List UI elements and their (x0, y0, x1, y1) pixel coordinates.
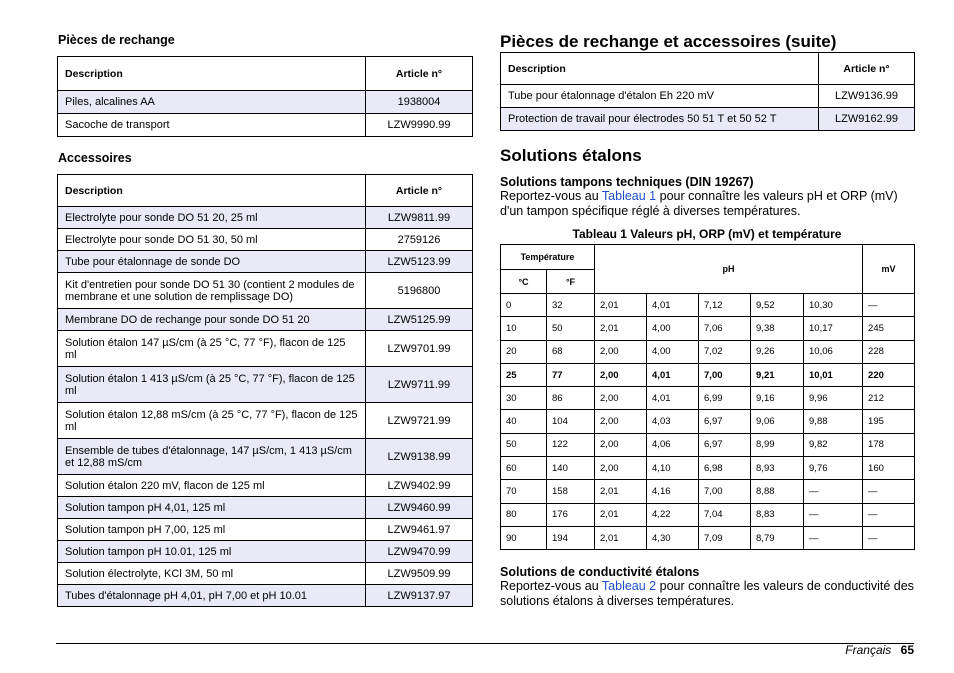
row-article: LZW9136.99 (819, 85, 915, 108)
cell: 10 (501, 317, 547, 340)
cell: 228 (863, 340, 915, 363)
spare-col-article: Article n° (366, 57, 473, 91)
table-row (501, 387, 915, 410)
table-row (58, 541, 473, 563)
cell: 194 (547, 526, 595, 549)
cell: 2,00 (595, 433, 647, 456)
cell: 6,97 (699, 433, 751, 456)
cell: 90 (501, 526, 547, 549)
table-row (501, 480, 915, 503)
table-caption: Tableau 1 Valeurs pH, ORP (mV) et température (572, 227, 842, 241)
footer (845, 643, 914, 657)
cell: 9,76 (804, 457, 863, 480)
footer-language: Français (845, 643, 892, 657)
table-row (58, 563, 473, 585)
cell: 7,00 (699, 363, 751, 386)
cell: 212 (863, 387, 915, 410)
cell: 6,99 (699, 387, 751, 410)
cell: 2,00 (595, 363, 647, 386)
cell: 8,99 (751, 433, 804, 456)
row-description: Sacoche de transport (58, 114, 366, 137)
cell: 7,06 (699, 317, 751, 340)
cell: 4,01 (647, 294, 699, 317)
row-article: LZW9990.99 (366, 114, 473, 137)
accessories-table (57, 174, 473, 607)
cell: 6,97 (699, 410, 751, 433)
row-description: Membrane DO de rechange pour sonde DO 51 20 (58, 309, 366, 331)
cond-text-pre: Reportez-vous au (500, 579, 602, 593)
table-row (58, 331, 473, 367)
table-row (58, 91, 473, 114)
cond-text-post: pour connaître les valeurs de conductivité des solutions étalons à diverses températures. (500, 579, 914, 608)
cell: 4,00 (647, 340, 699, 363)
table-row (58, 519, 473, 541)
cell: 7,02 (699, 340, 751, 363)
table-row (501, 317, 915, 340)
cell: 4,03 (647, 410, 699, 433)
row-article: LZW9811.99 (366, 207, 473, 229)
table-2-link[interactable]: Tableau 2 (601, 579, 657, 593)
cell: 2,00 (595, 340, 647, 363)
cell: 10,06 (804, 340, 863, 363)
cell: 7,04 (699, 503, 751, 526)
cell: 7,09 (699, 526, 751, 549)
buffer-heading: Solutions tampons techniques (DIN 19267) (500, 175, 754, 189)
cell: 4,01 (647, 363, 699, 386)
cell: 178 (863, 433, 915, 456)
section-title-standards: Solutions étalons (500, 146, 642, 165)
row-description: Tube pour étalonnage d'étalon Eh 220 mV (501, 85, 819, 108)
cell: — (863, 294, 915, 317)
row-article: LZW9402.99 (366, 475, 473, 497)
cell: 20 (501, 340, 547, 363)
table-row (58, 367, 473, 403)
cell: 195 (863, 410, 915, 433)
row-description: Solution étalon 147 µS/cm (à 25 °C, 77 °F), flacon de 125 ml (58, 331, 366, 367)
cell: 6,98 (699, 457, 751, 480)
cell: 9,96 (804, 387, 863, 410)
cell: 9,06 (751, 410, 804, 433)
row-description: Solution électrolyte, KCl 3M, 50 ml (58, 563, 366, 585)
cell: 70 (501, 480, 547, 503)
row-article: LZW9701.99 (366, 331, 473, 367)
row-description: Solution tampon pH 4,01, 125 ml (58, 497, 366, 519)
header-mv: mV (863, 245, 915, 294)
row-description: Tubes d'étalonnage pH 4,01, pH 7,00 et pH 10.01 (58, 585, 366, 607)
buffer-text-post: pour connaître les valeurs pH et ORP (mV) d'un tampon spécifique réglé à diverses températures. (500, 189, 898, 218)
row-article: LZW9461.97 (366, 519, 473, 541)
cell: 158 (547, 480, 595, 503)
cell: 220 (863, 363, 915, 386)
cell: 32 (547, 294, 595, 317)
cell: 9,52 (751, 294, 804, 317)
row-article: LZW9711.99 (366, 367, 473, 403)
cell: 140 (547, 457, 595, 480)
cell: 7,00 (699, 480, 751, 503)
table-row (501, 108, 915, 131)
cell: 0 (501, 294, 547, 317)
table-row (58, 497, 473, 519)
table-row (58, 475, 473, 497)
cell: 8,83 (751, 503, 804, 526)
cell: 9,26 (751, 340, 804, 363)
buffer-paragraph (500, 189, 914, 218)
spare-col-description: Description (58, 57, 366, 91)
cell: 8,88 (751, 480, 804, 503)
cell: 2,00 (595, 457, 647, 480)
cell: 4,01 (647, 387, 699, 410)
row-description: Electrolyte pour sonde DO 51 20, 25 ml (58, 207, 366, 229)
row-description: Solution étalon 12,88 mS/cm (à 25 °C, 77 °F), flacon de 125 ml (58, 403, 366, 439)
table-row (501, 363, 915, 386)
cell: 9,21 (751, 363, 804, 386)
cell: 2,01 (595, 317, 647, 340)
cell: 2,01 (595, 503, 647, 526)
row-article: LZW9509.99 (366, 563, 473, 585)
table-row (501, 457, 915, 480)
cont-col-article: Article n° (819, 53, 915, 85)
cell: 25 (501, 363, 547, 386)
row-article: LZW9137.97 (366, 585, 473, 607)
page-title: Pièces de rechange et accessoires (suite) (500, 32, 837, 51)
cell: 9,82 (804, 433, 863, 456)
cell: 2,01 (595, 480, 647, 503)
table-1-link[interactable]: Tableau 1 (601, 189, 657, 203)
row-description: Ensemble de tubes d'étalonnage, 147 µS/cm, 1 413 µS/cm et 12,88 mS/cm (58, 439, 366, 475)
acc-col-article: Article n° (366, 175, 473, 207)
cell: 9,16 (751, 387, 804, 410)
cell: 9,38 (751, 317, 804, 340)
row-description: Kit d'entretien pour sonde DO 51 30 (contient 2 modules de membrane et une solution de remplissage DO) (58, 273, 366, 309)
cell: — (804, 526, 863, 549)
table-row (58, 207, 473, 229)
cell: 8,79 (751, 526, 804, 549)
cell: 40 (501, 410, 547, 433)
cell: 60 (501, 457, 547, 480)
cell: — (863, 526, 915, 549)
table-row (501, 340, 915, 363)
cell: 68 (547, 340, 595, 363)
spare-parts-table (57, 56, 473, 137)
row-article: LZW9162.99 (819, 108, 915, 131)
cell: 2,01 (595, 294, 647, 317)
cell: 122 (547, 433, 595, 456)
ph-table (500, 244, 915, 550)
row-description: Solution tampon pH 7,00, 125 ml (58, 519, 366, 541)
cell: 7,12 (699, 294, 751, 317)
table-row (58, 273, 473, 309)
cell: 245 (863, 317, 915, 340)
table-row (58, 439, 473, 475)
row-article: 5196800 (366, 273, 473, 309)
cell: 4,00 (647, 317, 699, 340)
table-row (501, 433, 915, 456)
cell: 104 (547, 410, 595, 433)
table-row (58, 585, 473, 607)
row-description: Electrolyte pour sonde DO 51 30, 50 ml (58, 229, 366, 251)
row-description: Solution étalon 220 mV, flacon de 125 ml (58, 475, 366, 497)
cell: — (863, 480, 915, 503)
page-number: 65 (900, 643, 914, 657)
buffer-text-pre: Reportez-vous au (500, 189, 602, 203)
table-row (501, 410, 915, 433)
header-temperature: Température (501, 245, 595, 270)
table-row (58, 309, 473, 331)
cell: — (804, 503, 863, 526)
table-row (58, 403, 473, 439)
row-article: 2759126 (366, 229, 473, 251)
header-fahrenheit: °F (547, 270, 595, 294)
conductivity-paragraph (500, 579, 914, 608)
cell: 4,30 (647, 526, 699, 549)
row-article: LZW9460.99 (366, 497, 473, 519)
cell: 2,00 (595, 410, 647, 433)
cell: 4,06 (647, 433, 699, 456)
accessories-heading: Accessoires (58, 151, 132, 165)
cell: 2,01 (595, 526, 647, 549)
cont-col-description: Description (501, 53, 819, 85)
cell: 10,30 (804, 294, 863, 317)
row-article: LZW5125.99 (366, 309, 473, 331)
cell: 4,10 (647, 457, 699, 480)
cell: 4,16 (647, 480, 699, 503)
row-article: LZW9138.99 (366, 439, 473, 475)
cell: 86 (547, 387, 595, 410)
continued-parts-table (500, 52, 915, 131)
row-description: Piles, alcalines AA (58, 91, 366, 114)
table-row (58, 251, 473, 273)
table-row (58, 114, 473, 137)
cell: 8,93 (751, 457, 804, 480)
cell: — (804, 480, 863, 503)
table-row (501, 503, 915, 526)
cell: — (863, 503, 915, 526)
cell: 4,22 (647, 503, 699, 526)
cell: 77 (547, 363, 595, 386)
row-article: 1938004 (366, 91, 473, 114)
footer-rule (56, 643, 914, 644)
cell: 10,17 (804, 317, 863, 340)
row-description: Solution tampon pH 10.01, 125 ml (58, 541, 366, 563)
cell: 176 (547, 503, 595, 526)
cell: 50 (547, 317, 595, 340)
row-article: LZW9470.99 (366, 541, 473, 563)
cell: 10,01 (804, 363, 863, 386)
cell: 50 (501, 433, 547, 456)
table-row (58, 229, 473, 251)
acc-col-description: Description (58, 175, 366, 207)
cell: 9,88 (804, 410, 863, 433)
header-celsius: °C (501, 270, 547, 294)
row-description: Solution étalon 1 413 µS/cm (à 25 °C, 77 °F), flacon de 125 ml (58, 367, 366, 403)
cell: 80 (501, 503, 547, 526)
table-row (501, 526, 915, 549)
table-row (501, 85, 915, 108)
row-article: LZW9721.99 (366, 403, 473, 439)
row-article: LZW5123.99 (366, 251, 473, 273)
row-description: Protection de travail pour électrodes 50 51 T et 50 52 T (501, 108, 819, 131)
cell: 2,00 (595, 387, 647, 410)
table-row (501, 294, 915, 317)
conductivity-heading: Solutions de conductivité étalons (500, 565, 700, 579)
header-ph: pH (595, 245, 863, 294)
row-description: Tube pour étalonnage de sonde DO (58, 251, 366, 273)
spare-parts-heading: Pièces de rechange (58, 33, 175, 47)
cell: 30 (501, 387, 547, 410)
cell: 160 (863, 457, 915, 480)
